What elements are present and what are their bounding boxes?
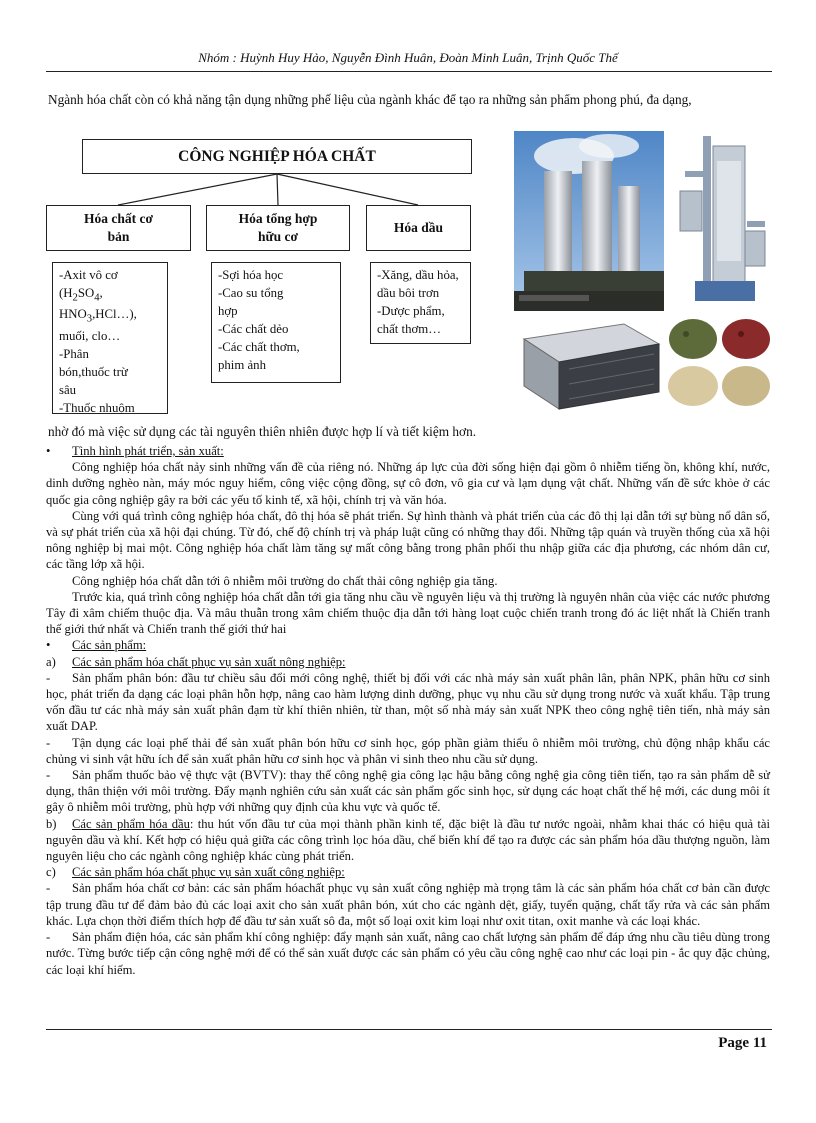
subsection-title: Các sản phẩm hóa chất phục vụ sản xuất công nghiệp: [72,865,345,880]
paragraph: Cùng với quá trình công nghiệp hóa chất, đô thị hóa sẽ phát triển. Sự hình thành và phát triển của các đô thị lại dẫn tới sự bùng nổ dân số, và sự phát triển của xã hội đại chúng. Từ đó, chế độ chính trị và pháp luật cũng có những thay đổi. Những tập quán và truyền thống của xã hội nông nghiệp bị mai một. Công nghiệp hóa chất làm tăng sự mất công bằng trong phân phối thu nhập giữa các địa phương, các nhóm dân cư, các tầng lớp xã hội. [46,508,770,572]
subsection-a [46,654,770,670]
bullet-icon: • [46,444,51,458]
paragraph: - Sản phẩm thuốc bảo vệ thực vật (BVTV): thay thế công nghệ gia công lạc hậu bằng công nghệ gia công tiên tiến, tạo ra sản phẩm dễ sử dụng, thân thiện với môi trường. Đẩy mạnh nghiên cứu sản xuất các sản phẩm gốc sinh học, sử dụng các hoạt chất thế hệ mới, các dung môi ít gây ô nhiễm môi trường, phù hợp với những quy định của khu vực và quốc tế. [46,768,770,815]
intro-text: Ngành hóa chất còn có khả năng tận dụng những phế liệu của ngành khác để tạo ra những sản phẩm phong phú, đa dạng, [48,92,692,107]
category-1-line2: bản [107,229,130,244]
list1-item: bón,thuốc trừ [59,364,128,379]
list2-item: phim ảnh [218,357,266,372]
list3-item: -Dược phẩm, [377,303,445,318]
subsection-label: a) [46,654,56,669]
list2-item: -Các chất thơm, [218,339,300,354]
section-development [46,443,770,459]
category-box-organic-synthesis [206,205,350,251]
list3-item: dầu bôi trơn [377,285,440,300]
diagram-root-box [82,139,472,174]
connector-line-3 [277,174,418,205]
list-box-basic-chemicals [52,262,168,414]
list3-item: chất thơm… [377,321,441,336]
section-title: Các sản phẩm: [72,638,147,653]
photo-evaporator [665,131,772,306]
page-number: Page 11 [718,1035,767,1051]
list1-item-formula2: $HNO_3,HCl\dots$), [59,307,137,325]
paragraph: Trước kia, quá trình công nghiệp hóa chất dẫn tới gia tăng nhu cầu về nguyên liệu và thị trường là nguyên nhân của việc các nước phương Tây đi xâm chiếm thuộc địa. Và mâu thuẫn trong xâm chiếm thuộc địa dẫn tới hàng loạt cuộc chiến tranh trong đó ác liệt nhất là Chiến tranh thế giới thứ nhất và Chiến tranh thế giới thứ hai [46,589,770,637]
category-box-petrochemicals [366,205,471,251]
outro-text: nhờ đó mà việc sử dụng các tài nguyên thiên nhiên được hợp lí và tiết kiệm hơn. [48,424,477,439]
photo-herbs [666,314,772,410]
list1-item: -Thuốc nhuộm [59,400,135,415]
list3-item: -Xăng, dầu hỏa, [377,268,459,282]
list1-item-formula: ($H_2SO_4$, [59,285,103,304]
category-2-line1: Hóa tổng hợp [238,210,318,226]
list-box-organic-synthesis [211,262,341,383]
subsection-title: Các sản phẩm hóa chất phục vụ sản xuất nông nghiệp: [72,654,346,669]
photo-chemical-towers [514,131,664,311]
header-authors: Nhóm : Huỳnh Huy Hảo, Nguyễn Đình Huân, Đoàn Minh Luân, Trịnh Quốc Thế [198,50,618,65]
list2-item: -Các chất dẻo [218,321,289,336]
paragraph: Công nghiệp hóa chất nảy sinh những vấn đề của riêng nó. Những áp lực của đời sống hiện đại gồm ô nhiễm tiếng ồn, không khí, nước, dinh dưỡng nghèo nàn, máy móc nguy hiểm, công việc cộng đồng, sự cô đơn, vô gia cư và lạm dụng vật chất. Những vấn đề sức khỏe ở các quốc gia công nghiệp gây ra bởi các yếu tố kinh tế, xã hội, chính trị và văn hóa. [46,460,770,507]
list1-item: -Phân [59,346,89,361]
category-2-line2: hữu cơ [258,229,298,244]
list1-item: sâu [59,382,77,397]
paragraph: - Sản phẩm hóa chất cơ bản: các sản phẩm hóachất phục vụ sản xuất công nghiệp mà trọng tâm là các sản phẩm hóa chất cơ bản cần được tập trung đầu tư để đảm bảo đủ các loại axit cho sản xuất phân bón, xút cho các ngành dệt, giấy, tuyển quặng, chất tẩy rửa và các sản phẩm khác. Lựa chọn thời điểm thích hợp để đầu tư sản xuất sô đa, một số loại oxit kim loại như oxit titan, oxit manhe và các loại khác. [46,881,770,928]
list2-item: -Sợi hóa học [218,268,284,282]
list-box-petrochemicals [370,262,471,344]
paragraph: - Sản phẩm phân bón: đầu tư chiều sâu đổi mới công nghệ, thiết bị đối với các nhà máy sản xuất phân lân, phân NPK, phân hữu cơ sinh học, phát triển đa dạng các loại phân hỗn hợp, nâng cao hàm lượng dinh dưỡng, phục vụ nhu cầu sử dụng trong nước và xuất khẩu. Tập trung vốn đầu tư các nhà máy sản xuất phân đạm từ khí thiên nhiên, từ than, một số nhà máy sản xuất NPK theo công nghệ tiên tiến, nhà máy sản xuất DAP. [46,670,770,734]
diagram-title: CÔNG NGHIỆP HÓA CHẤT [178,147,376,165]
list2-item: -Cao su tổng [218,285,284,300]
bullet-icon: • [46,638,51,653]
list1-item: -Axit vô cơ [59,268,118,282]
subsection-label: c) [46,865,56,880]
paragraph: - Tận dụng các loại phế thải để sản xuất phân bón hữu cơ sinh học, góp phần giảm thiểu ô nhiễm môi trường, chủ động nhập khẩu các chủng vi sinh vật hữu ích để sản xuất phân hữu cơ sinh học và phân vi sinh theo nhu cầu sử dụng. [46,735,770,766]
connector-line-1 [118,174,277,205]
section-products [46,637,770,653]
body-content [46,443,770,978]
subsection-b: b) Các sản phẩm hóa dầu: thu hút vốn đầu tư của mọi thành phần kinh tế, đặc biệt là đầu tư nước ngoài, nhằm khai thác có hiệu quả tài nguyên dầu và khí. Kết hợp có hiệu quả giữa các công trình lọc hóa dầu, chế biến khí để tạo ra được các sản phẩm hóa dầu thượng nguồn, làm nguyên liệu cho các ngành công nghiệp khác cùng phát triển. [46,816,770,864]
list1-item: muối, clo… [59,328,121,343]
footer-rule [46,1029,772,1030]
category-1-line1: Hóa chất cơ [84,210,153,226]
category-box-basic-chemicals [46,205,191,251]
photo-dryer-machine [514,314,664,414]
subsection-c [46,864,770,880]
paragraph: - Sản phẩm điện hóa, các sản phẩm khí công nghiệp: đẩy mạnh sản xuất, nâng cao chất lượng sản phẩm để đáp ứng nhu cầu tiêu dùng trong nước. Từng bước tiếp cận công nghệ mới để có thể sản xuất được các sản phẩm có yêu cầu công nghệ cao như các loại pin - ắc quy đặc chủng, các loại khí hiếm. [46,930,770,977]
section-title: Tình hình phát triển, sản xuất: [72,444,224,458]
paragraph: Công nghiệp hóa chất dẫn tới ô nhiễm môi trường do chất thải công nghiệp gia tăng. [72,573,498,588]
connector-line-2 [277,174,278,205]
category-3-line1: Hóa dầu [393,219,444,235]
list2-item: hợp [218,303,238,318]
